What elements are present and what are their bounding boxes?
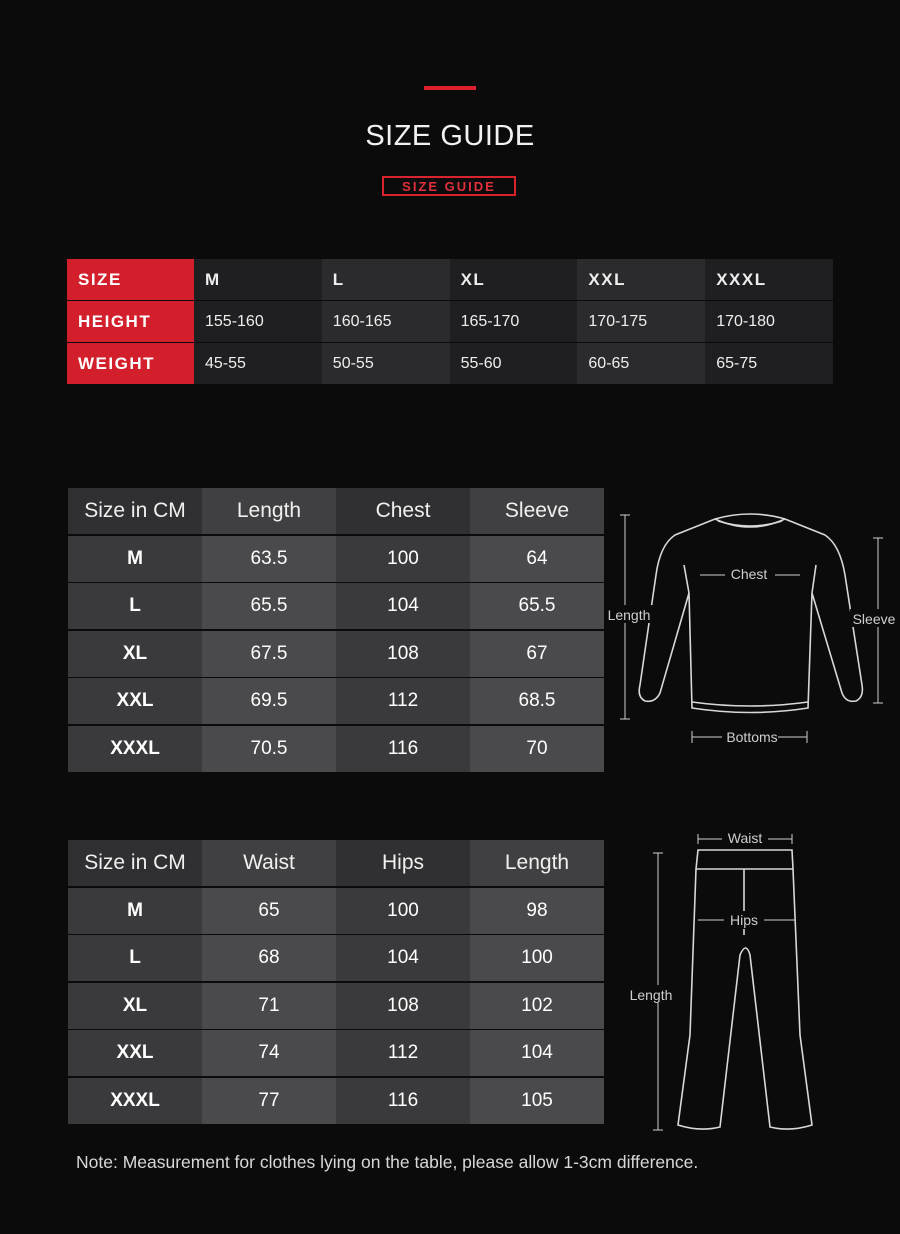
subtitle-label: SIZE GUIDE — [402, 178, 496, 194]
shirt-diagram — [600, 505, 900, 755]
value-cell: 77 — [202, 1078, 336, 1124]
value-cell: 63.5 — [202, 536, 336, 582]
value-cell: 105 — [470, 1078, 604, 1124]
value-cell: 108 — [336, 983, 470, 1029]
size-cell: XXL — [68, 678, 202, 724]
value-cell: 116 — [336, 1078, 470, 1124]
length-label: Length — [629, 987, 673, 1003]
value-cell: 68.5 — [470, 678, 604, 724]
value-cell: 74 — [202, 1030, 336, 1076]
row-label-weight: WEIGHT — [67, 343, 194, 384]
height-cell: 170-175 — [577, 301, 705, 342]
size-cell: M — [68, 536, 202, 582]
row-label-height: HEIGHT — [67, 301, 194, 342]
weight-cell: 50-55 — [322, 343, 450, 384]
table-row — [68, 983, 605, 1029]
size-cell: XXL — [577, 259, 705, 300]
value-cell: 116 — [336, 726, 470, 772]
table-row — [68, 726, 605, 772]
table-row — [68, 1030, 605, 1076]
bottoms-label: Bottoms — [726, 729, 778, 745]
value-cell: 104 — [470, 1030, 604, 1076]
shirt-measurement-table — [68, 488, 605, 774]
value-cell: 102 — [470, 983, 604, 1029]
pants-diagram — [620, 825, 830, 1140]
measurement-note: Note: Measurement for clothes lying on the table, please allow 1-3cm difference. — [76, 1152, 699, 1172]
weight-cell: 65-75 — [705, 343, 833, 384]
column-header: Hips — [336, 840, 470, 886]
accent-bar — [424, 86, 476, 90]
size-cell: XXXL — [705, 259, 833, 300]
hips-label: Hips — [729, 912, 759, 928]
table-row — [68, 1078, 605, 1124]
value-cell: 65.5 — [470, 583, 604, 629]
value-cell: 100 — [336, 888, 470, 934]
page-title: SIZE GUIDE — [365, 120, 535, 152]
subtitle-badge — [382, 176, 516, 196]
table-row — [68, 888, 605, 934]
value-cell: 70.5 — [202, 726, 336, 772]
value-cell: 108 — [336, 631, 470, 677]
height-cell: 160-165 — [322, 301, 450, 342]
chest-label: Chest — [730, 566, 768, 582]
size-cell: XXL — [68, 1030, 202, 1076]
row-label-size: SIZE — [67, 259, 194, 300]
pants-outline-icon — [678, 850, 812, 1129]
size-cell: XXXL — [68, 1078, 202, 1124]
value-cell: 112 — [336, 1030, 470, 1076]
height-row — [67, 301, 833, 342]
size-cell: L — [322, 259, 450, 300]
weight-cell: 55-60 — [450, 343, 578, 384]
value-cell: 104 — [336, 935, 470, 981]
value-cell: 65.5 — [202, 583, 336, 629]
column-header: Waist — [202, 840, 336, 886]
column-header: Sleeve — [470, 488, 604, 534]
column-header: Size in CM — [68, 840, 202, 886]
size-cell: M — [194, 259, 322, 300]
column-header: Length — [202, 488, 336, 534]
size-cell: L — [68, 583, 202, 629]
height-cell: 155-160 — [194, 301, 322, 342]
table-row — [68, 536, 605, 582]
length-label: Length — [607, 607, 651, 623]
size-row — [67, 259, 833, 300]
size-cell: XXXL — [68, 726, 202, 772]
value-cell: 65 — [202, 888, 336, 934]
sleeve-label: Sleeve — [852, 611, 896, 627]
size-cell: XL — [68, 631, 202, 677]
body-size-table — [67, 259, 833, 385]
height-cell: 165-170 — [450, 301, 578, 342]
size-cell: L — [68, 935, 202, 981]
waist-label: Waist — [727, 830, 763, 846]
value-cell: 69.5 — [202, 678, 336, 724]
pants-measurement-table — [68, 840, 605, 1126]
table-row — [68, 935, 605, 981]
value-cell: 70 — [470, 726, 604, 772]
value-cell: 71 — [202, 983, 336, 1029]
size-cell: XL — [68, 983, 202, 1029]
weight-cell: 45-55 — [194, 343, 322, 384]
table-header-row — [68, 840, 605, 886]
value-cell: 104 — [336, 583, 470, 629]
column-header: Length — [470, 840, 604, 886]
shirt-outline-icon — [639, 514, 862, 713]
value-cell: 100 — [470, 935, 604, 981]
table-row — [68, 631, 605, 677]
table-row — [68, 678, 605, 724]
column-header: Size in CM — [68, 488, 202, 534]
table-header-row — [68, 488, 605, 534]
height-cell: 170-180 — [705, 301, 833, 342]
size-cell: M — [68, 888, 202, 934]
weight-row — [67, 343, 833, 384]
value-cell: 67 — [470, 631, 604, 677]
column-header: Chest — [336, 488, 470, 534]
value-cell: 98 — [470, 888, 604, 934]
table-row — [68, 583, 605, 629]
value-cell: 67.5 — [202, 631, 336, 677]
value-cell: 112 — [336, 678, 470, 724]
value-cell: 68 — [202, 935, 336, 981]
weight-cell: 60-65 — [577, 343, 705, 384]
value-cell: 64 — [470, 536, 604, 582]
size-cell: XL — [450, 259, 578, 300]
value-cell: 100 — [336, 536, 470, 582]
